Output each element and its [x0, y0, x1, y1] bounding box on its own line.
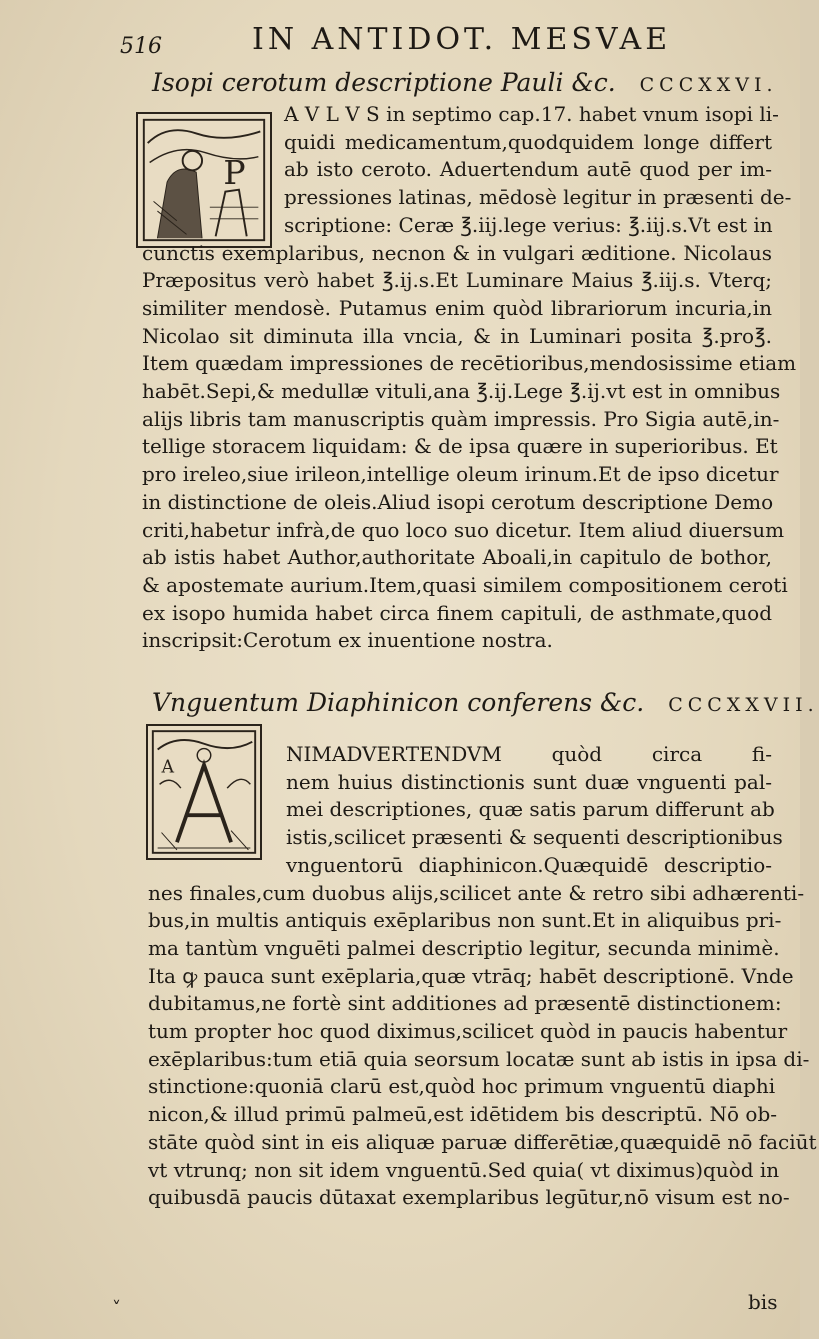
text-line: tellige storacem liquidam: & de ipsa quære in superioribus. Et: [142, 434, 778, 459]
text-line: Nicolao sit diminuta illa vncia, & in Luminari posita ℥.pro℥.: [142, 323, 772, 348]
section-title-326: [152, 68, 792, 97]
text-line: ex isopo humida habet circa finem capituli, de asthmate,quod: [142, 600, 772, 625]
text-line: in distinctione de oleis.Aliud isopi cerotum descriptione Demo: [142, 489, 774, 514]
catchword: bis: [748, 1290, 778, 1314]
woodcut-initial-a: [146, 724, 262, 860]
text-line: habēt.Sepi,& medullæ vituli,ana ℥.ij.Lege ℥.ij.vt est in omnibus: [142, 379, 781, 403]
text-line: stāte quòd sint in eis aliquæ paruæ differētiæ,quæquidē nō faciūt: [148, 1129, 817, 1154]
text-line: Ita ꝙ pauca sunt exēplaria,quæ vtrāq; habēt descriptionē. Vnde: [148, 963, 794, 988]
initial-letter-p: P: [223, 152, 246, 192]
text-line: quidi medicamentum,quodquidem longe differt: [284, 129, 772, 154]
text-line: ab isto ceroto. Aduertendum autē quod per im-: [284, 157, 772, 182]
text-line: nicon,& illud primū palmeū,est idētidem bis descriptū. Nō ob-: [148, 1102, 778, 1127]
text-line: inscripsit:Cerotum ex inuentione nostra.: [142, 628, 553, 653]
text-line: nes finales,cum duobus alijs,scilicet ante & retro sibi adhærenti-: [148, 880, 805, 905]
text-line: stinctione:quoniā clarū est,quòd hoc primum vnguentū diaphi: [148, 1074, 776, 1099]
woodcut-illustration: [138, 114, 270, 246]
text-line: pressiones latinas, mēdosè legitur in præsenti de-: [284, 185, 792, 210]
initial-letter-a: A: [161, 757, 175, 778]
text-line: tum propter hoc quod diximus,scilicet quòd in paucis habentur: [148, 1019, 788, 1043]
text-line: ab istis habet Author,authoritate Aboali,in capitulo de bothor,: [142, 545, 772, 570]
text-line: mei descriptiones, quæ satis parum differunt ab: [286, 797, 775, 822]
text-line: exēplaribus:tum etiā quia seorsum locatæ sunt ab istis in ipsa di-: [148, 1046, 810, 1071]
text-line: pro ireleo,siue irileon,intellige oleum irinum.Et de ipso dicetur: [142, 462, 779, 487]
text-line: nem huius distinctionis sunt duæ vnguenti pal-: [286, 769, 772, 794]
page-header: [112, 22, 752, 62]
text-line: Item quædam impressiones de recētioribus,mendosissime etiam: [142, 351, 797, 376]
text-line: NIMADVERTENDVM quòd circa fi-: [286, 742, 772, 766]
text-line: cunctis exemplaribus, necnon & in vulgari æditione. Nicolaus: [142, 240, 772, 265]
text-line: dubitamus,ne fortè sint additiones ad præsentē distinctionem:: [148, 991, 782, 1016]
section-title-text: Vnguentum Diaphinicon conferens &c.: [152, 688, 645, 717]
margin-mark: ˅: [112, 1298, 121, 1319]
folio-number: 516: [120, 34, 162, 59]
text-line: vt vtrunq; non sit idem vnguentū.Sed quia( vt diximus)quòd in: [148, 1157, 780, 1182]
section-title-327: [152, 688, 819, 717]
text-line: vnguentorū diaphinicon.Quæquidē descriptio-: [286, 852, 772, 877]
section-title-text: Isopi cerotum descriptione Pauli &c.: [152, 68, 616, 97]
text-line: bus,in multis antiquis exēplaribus non sunt.Et in aliquibus pri-: [148, 908, 782, 933]
woodcut-initial-p: [136, 112, 272, 248]
section-number: CCCXXVI.: [639, 74, 778, 96]
text-line: Præpositus verò habet ℥.ij.s.Et Luminare Maius ℥.iij.s. Vterq;: [142, 268, 772, 293]
text-line: similiter mendosè. Putamus enim quòd librariorum incuria,in: [142, 295, 772, 320]
text-line: istis,scilicet præsenti & sequenti descriptionibus: [286, 825, 783, 850]
text-line: ma tantùm vnguēti palmei descriptio legitur, secunda minimè.: [148, 935, 780, 960]
text-line: & apostemate aurium.Item,quasi similem compositionem ceroti: [142, 572, 788, 597]
text-line: scriptione: Ceræ ℥.iij.lege verius: ℥.iij.s.Vt est in: [284, 212, 773, 237]
text-line: alijs libris tam manuscriptis quàm impressis. Pro Sigia autē,in-: [142, 406, 780, 431]
section-number: CCCXXVII.: [668, 694, 819, 716]
running-head: IN ANTIDOT. MESVAE: [252, 22, 672, 57]
text-line: criti,habetur infrà,de quo loco suo dicetur. Item aliud diuersum: [142, 517, 785, 542]
text-line: A V L V S in septimo cap.17. habet vnum isopi li-: [284, 102, 779, 126]
woodcut-illustration: [148, 726, 260, 858]
text-line: quibusdā paucis dūtaxat exemplaribus legūtur,nō visum est no-: [148, 1185, 790, 1210]
